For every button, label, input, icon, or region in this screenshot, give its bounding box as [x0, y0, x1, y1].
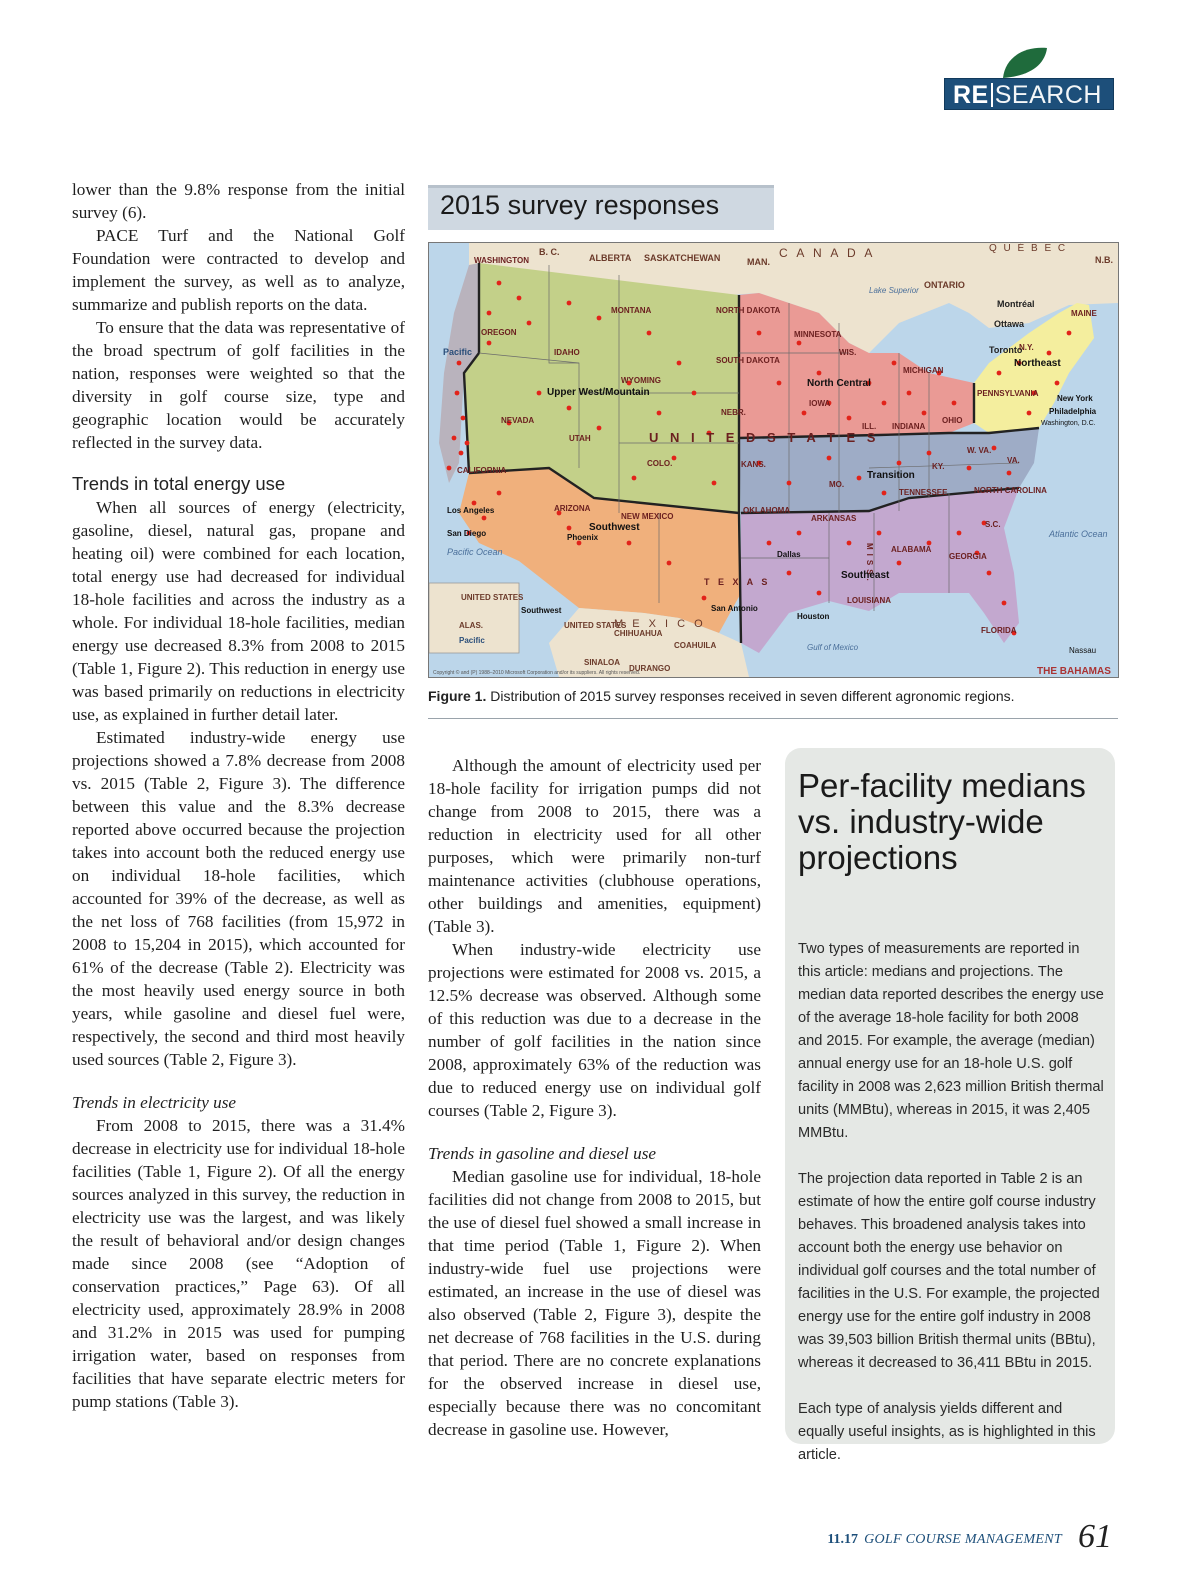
figure-caption: Figure 1. Distribution of 2015 survey responses received in seven different agronomic regions.: [428, 688, 1015, 704]
svg-text:W. VA.: W. VA.: [967, 446, 992, 455]
svg-text:COAHUILA: COAHUILA: [674, 641, 717, 650]
svg-text:Southwest: Southwest: [589, 522, 640, 533]
paragraph: Although the amount of electricity used per 18-hole facility for irrigation pumps did not change from 2008 to 2015, there was a reduction in electricity used for all other purposes, which were primarily non-turf maintenance activities (clubhouse operations, other buildings and amenities, equipment) (Table 3).: [428, 756, 761, 936]
svg-text:OKLAHOMA: OKLAHOMA: [743, 506, 791, 515]
svg-text:IDAHO: IDAHO: [554, 348, 580, 357]
svg-text:THE BAHAMAS: THE BAHAMAS: [1037, 666, 1111, 677]
svg-text:S.C.: S.C.: [985, 520, 1001, 529]
paragraph: From 2008 to 2015, there was a 31.4% decrease in electricity use for individual 18-hole facilities (Table 1, Figure 2). Of all the energy sources analyzed in this survey, the reduction in electricity use was the largest, and was likely the result of behavioral and/or design changes made since 2008 (see “Adoption of conservation practices,” Page 63). Of all electricity used, approximately 28.9% in 2008 and 31.2% in 2015 was used for pumping irrigation water, based on responses from facilities that have separate electric meters for pump stations (Table 3).: [72, 1116, 405, 1411]
svg-text:VA.: VA.: [1007, 456, 1020, 465]
svg-text:ALABAMA: ALABAMA: [891, 545, 932, 554]
paragraph: To ensure that the data was representative of the broad spectrum of golf facilities in the nation, responses were weighted so that the diversity in golf course size, type and geographic location would be accurately reflected in the survey data.: [72, 318, 405, 452]
figure-title: 2015 survey responses: [440, 190, 720, 220]
page-footer: [827, 1518, 1112, 1556]
svg-text:OREGON: OREGON: [481, 328, 517, 337]
sidebar-title: Per-facility medians vs. industry-wide projections: [798, 767, 1086, 876]
subsection-heading: Trends in gasoline and diesel use: [428, 1144, 657, 1163]
svg-text:WASHINGTON: WASHINGTON: [474, 256, 529, 265]
svg-text:MINNESOTA: MINNESOTA: [794, 330, 842, 339]
svg-text:ILL.: ILL.: [862, 422, 877, 431]
svg-text:ONTARIO: ONTARIO: [924, 280, 965, 290]
svg-text:Copyright © and (P) 1988–2010: Copyright © and (P) 1988–2010 Microsoft Corporation and/or its suppliers. All rights reserved.: [433, 670, 641, 676]
svg-text:Southeast: Southeast: [841, 570, 890, 581]
subsection-heading: Trends in electricity use: [72, 1093, 237, 1112]
svg-text:N.B.: N.B.: [1095, 255, 1113, 265]
svg-text:INDIANA: INDIANA: [892, 422, 926, 431]
svg-text:Pacific: Pacific: [459, 636, 485, 645]
svg-text:Northeast: Northeast: [1014, 358, 1061, 369]
svg-text:North Central: North Central: [807, 378, 871, 389]
page-number: 61: [1078, 1518, 1112, 1555]
svg-text:Lake Superior: Lake Superior: [869, 286, 919, 295]
svg-text:B. C.: B. C.: [539, 247, 560, 257]
magazine-name: GOLF COURSE MANAGEMENT: [864, 1532, 1062, 1547]
svg-text:Los Angeles: Los Angeles: [447, 506, 495, 515]
svg-text:T E X A S: T E X A S: [704, 577, 771, 587]
sidebar-paragraph: Each type of analysis yields different and equally useful insights, as is highlighted in this article.: [798, 1401, 1096, 1463]
svg-text:OHIO: OHIO: [942, 416, 963, 425]
svg-text:ARKANSAS: ARKANSAS: [811, 514, 857, 523]
svg-text:SOUTH DAKOTA: SOUTH DAKOTA: [716, 356, 780, 365]
svg-text:COLO.: COLO.: [647, 459, 673, 468]
svg-text:KANS.: KANS.: [741, 460, 766, 469]
leaf-logo-icon: [1001, 46, 1049, 78]
research-badge: [944, 44, 1116, 112]
svg-text:NORTH DAKOTA: NORTH DAKOTA: [716, 306, 781, 315]
svg-text:UTAH: UTAH: [569, 434, 591, 443]
svg-text:C A N A D A: C A N A D A: [779, 246, 876, 260]
svg-text:Upper West/Mountain: Upper West/Mountain: [547, 387, 650, 398]
svg-text:MICHIGAN: MICHIGAN: [903, 366, 944, 375]
article-column-2: [428, 754, 761, 1441]
svg-text:MISS.: MISS.: [865, 543, 874, 585]
sidebar-text: [798, 938, 1106, 1490]
svg-text:LOUISIANA: LOUISIANA: [847, 596, 891, 605]
svg-text:MO.: MO.: [829, 480, 845, 489]
section-heading: Trends in total energy use: [72, 473, 286, 494]
svg-text:Pacific: Pacific: [443, 347, 473, 357]
article-column-1: [72, 178, 405, 1413]
svg-text:Southwest: Southwest: [521, 606, 562, 615]
svg-text:Dallas: Dallas: [777, 550, 801, 559]
svg-text:KY.: KY.: [932, 462, 945, 471]
svg-text:UNITED STATES: UNITED STATES: [564, 621, 627, 630]
svg-text:ARIZONA: ARIZONA: [554, 504, 591, 513]
svg-text:UNITED STATES: UNITED STATES: [461, 593, 524, 602]
svg-text:Ottawa: Ottawa: [994, 319, 1025, 329]
svg-text:U N I T E D S T A T E S: U N I T E D S T A T E S: [649, 430, 880, 445]
paragraph: Estimated industry-wide energy use projections showed a 7.8% decrease from 2008 vs. 2015 (Table 2, Figure 3). The difference between this value and the 8.3% decrease reported above occurred because the projection takes into account both the reduced energy use on individual 18-hole facilities, which accounted for 39% of the decrease, as well as the net loss of 768 facilities (from 15,972 in 2008 to 15,204 in 2015), which accounted for 61% of the decrease (Table 2). Electricity was the most heavily used energy source in both years, while gasoline and diesel fuel were, respectively, the second and third most heavily used sources (Table 2, Figure 3).: [72, 728, 405, 1069]
svg-text:IOWA: IOWA: [809, 399, 831, 408]
section-label: RE SEARCH: [944, 78, 1114, 110]
sidebar-paragraph: The projection data reported in Table 2 is an estimate of how the entire golf course industry behaves. This broadened analysis takes into account both the energy use behavior on individual golf courses and the total number of facilities in the U.S. For example, the projected energy use for the entire golf industry in 2008 was 39,503 billion British thermal units (BBtu), whereas it decreased to 36,411 BBtu in 2015.: [798, 1171, 1100, 1371]
svg-text:Phoenix: Phoenix: [567, 533, 599, 542]
svg-text:Atlantic Ocean: Atlantic Ocean: [1049, 529, 1108, 539]
paragraph: Median gasoline use for individual, 18-hole facilities did not change from 2008 to 2015, but the use of diesel fuel showed a small increase in that time period (Table 1, Figure 2). When industry-wide fuel use projections were estimated, an increase in the use of diesel was also observed (Table 2, Figure 3), despite the net decrease of 768 facilities in the U.S. during that period. There are no concrete explanations for the observed increase in diesel use, especially because there was no concomitant decrease in gasoline use. However,: [428, 1167, 761, 1439]
svg-text:Q U É B E C: Q U É B E C: [989, 243, 1068, 254]
svg-text:N.Y.: N.Y.: [1019, 343, 1034, 352]
paragraph: lower than the 9.8% response from the initial survey (6).: [72, 180, 405, 222]
svg-text:MONTANA: MONTANA: [611, 306, 652, 315]
svg-text:NORTH CAROLINA: NORTH CAROLINA: [974, 486, 1047, 495]
svg-text:Transition: Transition: [867, 470, 915, 481]
svg-text:NEBR.: NEBR.: [721, 408, 746, 417]
svg-text:Pacific Ocean: Pacific Ocean: [447, 547, 503, 557]
issue-date: 11.17: [827, 1532, 859, 1547]
svg-text:Gulf of Mexico: Gulf of Mexico: [807, 643, 859, 652]
svg-text:MAN.: MAN.: [747, 257, 770, 267]
svg-text:GEORGIA: GEORGIA: [949, 552, 987, 561]
paragraph: When all sources of energy (electricity, gasoline, diesel, natural gas, propane and heating oil) were combined for each location, total energy use had decreased for individual 18-hole facilities and across the industry as a whole. For individual 18-hole facilities, median energy use decreased 8.3% from 2008 to 2015 (Table 1, Figure 2). This reduction in energy use was based primarily on reductions in electricity use, as explained in further detail later.: [72, 498, 405, 724]
paragraph: When industry-wide electricity use projections were estimated for 2008 vs. 2015, a 12.5% decrease was observed. Although some of this reduction was due to a decrease in the number of golf facilities in the nation since 2008, approximately 63% of the reduction was due to reduced energy use on individual golf courses (Table 2, Figure 3).: [428, 940, 761, 1120]
svg-text:M E X I C O: M E X I C O: [614, 618, 706, 630]
svg-text:WIS.: WIS.: [839, 348, 857, 357]
svg-text:SINALOA: SINALOA: [584, 658, 620, 667]
svg-text:San Diego: San Diego: [447, 529, 487, 538]
divider: [428, 718, 1118, 719]
svg-text:NEVADA: NEVADA: [501, 416, 535, 425]
svg-text:CALIFORNIA: CALIFORNIA: [457, 466, 507, 475]
svg-text:TENNESSEE: TENNESSEE: [899, 488, 948, 497]
svg-text:NEW MEXICO: NEW MEXICO: [621, 512, 674, 521]
svg-text:SASKATCHEWAN: SASKATCHEWAN: [644, 253, 721, 263]
svg-text:ALAS.: ALAS.: [459, 621, 483, 630]
svg-text:ALBERTA: ALBERTA: [589, 253, 632, 263]
svg-text:DURANGO: DURANGO: [629, 664, 671, 673]
svg-text:Houston: Houston: [797, 612, 830, 621]
survey-map: [428, 242, 1119, 678]
svg-text:CHIHUAHUA: CHIHUAHUA: [614, 629, 663, 638]
svg-text:New York: New York: [1057, 394, 1093, 403]
svg-text:FLORIDA: FLORIDA: [981, 626, 1017, 635]
paragraph: PACE Turf and the National Golf Foundation were contracted to develop and implement the survey, as well as to analyze, summarize and publish reports on the data.: [72, 226, 405, 314]
svg-text:San Antonio: San Antonio: [711, 604, 758, 613]
sidebar-paragraph: Two types of measurements are reported in this article: medians and projections. The median data reported describes the energy use of the average 18-hole facility for both 2008 and 2015. For example, the average (median) annual energy use for an 18-hole U.S. golf facility in 2008 was 2,623 million British thermal units (MMBtu), whereas in 2015, it was 2,405 MMBtu.: [798, 941, 1104, 1141]
svg-text:Montréal: Montréal: [997, 299, 1035, 309]
svg-text:Toronto: Toronto: [989, 345, 1023, 355]
svg-text:WYOMING: WYOMING: [621, 376, 661, 385]
sidebar-box: [785, 748, 1115, 1463]
svg-text:PENNSYLVANIA: PENNSYLVANIA: [977, 389, 1039, 398]
svg-text:MAINE: MAINE: [1071, 309, 1097, 318]
svg-text:Washington, D.C.: Washington, D.C.: [1041, 420, 1096, 427]
svg-text:Philadelphia: Philadelphia: [1049, 407, 1097, 416]
map-graphic: [429, 243, 1118, 677]
svg-text:Nassau: Nassau: [1069, 646, 1097, 655]
